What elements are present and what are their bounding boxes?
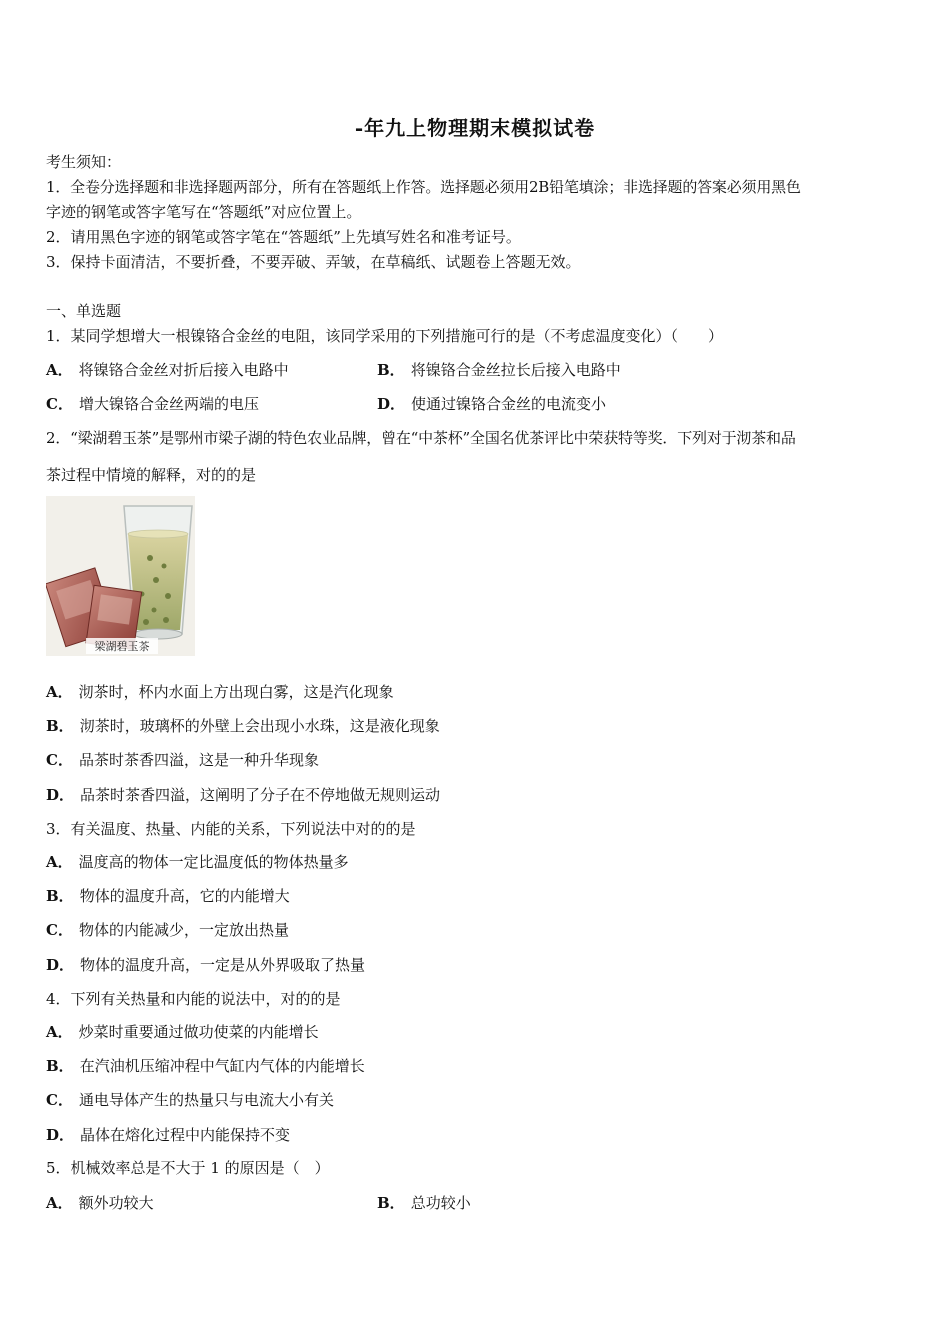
option-c: C． 通电导体产生的热量只与电流大小有关	[46, 1091, 334, 1109]
option-b: B． 总功较小	[377, 1194, 471, 1212]
notice-item: 1．全卷分选择题和非选择题两部分，所有在答题纸上作答。选择题必须用2B铅笔填涂；非选择题的答案必须用黑色	[46, 178, 801, 196]
option-b: B． 在汽油机压缩冲程中气缸内气体的内能增长	[46, 1057, 365, 1075]
option-b: B． 物体的温度升高，它的内能增大	[46, 887, 290, 905]
option-d: D． 物体的温度升高，一定是从外界吸取了热量	[46, 956, 366, 974]
notice-item: 2．请用黑色字迹的钢笔或答字笔在“答题纸”上先填写姓名和准考证号。	[46, 228, 521, 246]
option-d: D． 品茶时茶香四溢，这阐明了分子在不停地做无规则运动	[46, 786, 441, 804]
notice-item: 3．保持卡面清洁，不要折叠，不要弄破、弄皱，在草稿纸、试题卷上答题无效。	[46, 253, 581, 271]
option-a: A． 炒菜时重要通过做功使菜的内能增长	[46, 1023, 319, 1041]
question-stem-continued: 茶过程中情境的解释，对的的是	[46, 466, 257, 484]
option-d: D． 使通过镍铬合金丝的电流变小	[377, 395, 607, 413]
option-c: C． 增大镍铬合金丝两端的电压	[46, 395, 259, 413]
image-caption: 梁湖碧玉茶	[94, 641, 150, 653]
notice-item: 字迹的钢笔或答字笔写在“答题纸”对应位置上。	[46, 203, 362, 221]
option-a: A． 将镍铬合金丝对折后接入电路中	[46, 361, 289, 379]
option-b: B． 沏茶时，玻璃杯的外壁上会出现小水珠，这是液化现象	[46, 717, 440, 735]
option-a: A． 沏茶时，杯内水面上方出现白雾，这是汽化现象	[46, 683, 394, 701]
question-stem: 5．机械效率总是不大于 1 的原因是（ ）	[46, 1159, 330, 1177]
tea-illustration	[46, 496, 195, 656]
question-stem: 2．“梁湖碧玉茶”是鄂州市梁子湖的特色农业品牌，曾在“中茶杯”全国名优茶评比中荣获特等奖．下列对于沏茶和品	[46, 429, 796, 447]
notice-heading: 考生须知：	[46, 153, 122, 171]
option-d: D． 晶体在熔化过程中内能保持不变	[46, 1126, 291, 1144]
option-a: A． 额外功较大	[46, 1194, 154, 1212]
question-stem: 4．下列有关热量和内能的说法中，对的的是	[46, 990, 341, 1008]
option-b: B． 将镍铬合金丝拉长后接入电路中	[377, 361, 621, 379]
option-a: A． 温度高的物体一定比温度低的物体热量多	[46, 853, 349, 871]
question-stem: 3．有关温度、热量、内能的关系，下列说法中对的的是	[46, 820, 416, 838]
page-title: -年九上物理期末模拟试卷	[354, 116, 596, 140]
option-c: C． 品茶时茶香四溢，这是一种升华现象	[46, 751, 319, 769]
question-stem: 1．某同学想增大一根镍铬合金丝的电阻，该同学采用的下列措施可行的是（不考虑温度变化）（ ）	[46, 327, 724, 345]
tea-photo	[46, 496, 195, 656]
option-c: C． 物体的内能减少，一定放出热量	[46, 921, 289, 939]
section-heading: 一、单选题	[46, 302, 122, 320]
